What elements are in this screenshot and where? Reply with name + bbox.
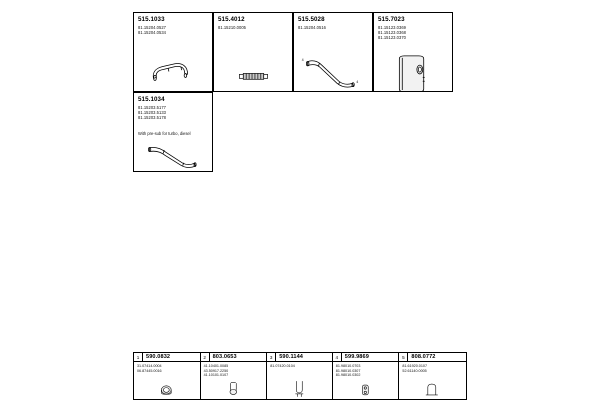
accessory-index: 5 — [399, 353, 408, 361]
part-code: 515.5028 — [298, 16, 325, 23]
accessory-header — [267, 353, 332, 362]
part-box-515-4012[interactable] — [213, 12, 293, 92]
part-refs: 81.15204.0527 81.15204.0534 — [138, 25, 166, 36]
accessory-code: 590.1144 — [279, 354, 304, 360]
accessory-code: 599.9869 — [344, 354, 369, 360]
accessory-refs: 41.10401.0085 43.50917.2250 41.10101.0107 — [203, 364, 229, 378]
part-refs: 81.15210.0005 — [218, 25, 246, 30]
accessory-cell-2[interactable] — [201, 353, 268, 399]
part-code: 515.4012 — [218, 16, 245, 23]
part-box-515-1034[interactable] — [133, 92, 213, 172]
accessory-refs: 81.61920.0107 52.61140.0005 — [402, 364, 427, 373]
accessory-index: 4 — [333, 353, 342, 361]
accessory-refs: 81.98010.0703 81.98010.0307 81.98010.0302 — [335, 364, 361, 378]
accessory-cell-5[interactable] — [399, 353, 466, 399]
part-refs: 81.15204.0516 — [298, 25, 326, 30]
accessory-index: 3 — [267, 353, 276, 361]
part-code: 515.1034 — [138, 96, 165, 103]
mounting-strap-icon — [399, 377, 466, 399]
accessory-code: 803.0653 — [212, 354, 237, 360]
svg-text:4: 4 — [301, 57, 304, 62]
part-refs: 81.15123.0369 81.15123.0368 81.15123.0370 — [378, 25, 406, 41]
part-code: 515.1033 — [138, 16, 165, 23]
gasket-ring-icon — [134, 377, 200, 399]
accessory-cell-4[interactable] — [333, 353, 400, 399]
accessory-header — [333, 353, 399, 362]
accessory-index: 1 — [134, 353, 143, 361]
accessory-cell-1[interactable] — [134, 353, 201, 399]
part-note: With pre-sub for turbo, diesel — [138, 131, 191, 136]
svg-text:4: 4 — [356, 80, 359, 85]
hanger-rubber-icon — [333, 377, 399, 399]
part-code: 515.7023 — [378, 16, 405, 23]
accessory-index: 2 — [201, 353, 210, 361]
accessory-cell-3[interactable] — [267, 353, 333, 399]
part-box-515-5028[interactable] — [293, 12, 373, 92]
part-box-515-7023[interactable] — [373, 12, 453, 92]
part-refs: 81.15203.5177 81.15203.5133 81.15203.5178 — [138, 105, 166, 121]
accessory-header — [201, 353, 267, 362]
accessories-table — [133, 352, 467, 400]
u-bolt-clamp-icon — [267, 377, 332, 399]
accessory-code: 590.0832 — [146, 354, 171, 360]
clamp-bracket-icon — [201, 377, 267, 399]
accessory-code: 808.0772 — [411, 354, 436, 360]
accessory-header — [399, 353, 466, 362]
accessory-refs: 81.07420.0104 — [270, 364, 295, 368]
accessory-refs: 31.07414.0004 06.87445.0016 — [137, 364, 162, 373]
accessory-header — [134, 353, 200, 362]
part-box-515-1033[interactable] — [133, 12, 213, 92]
